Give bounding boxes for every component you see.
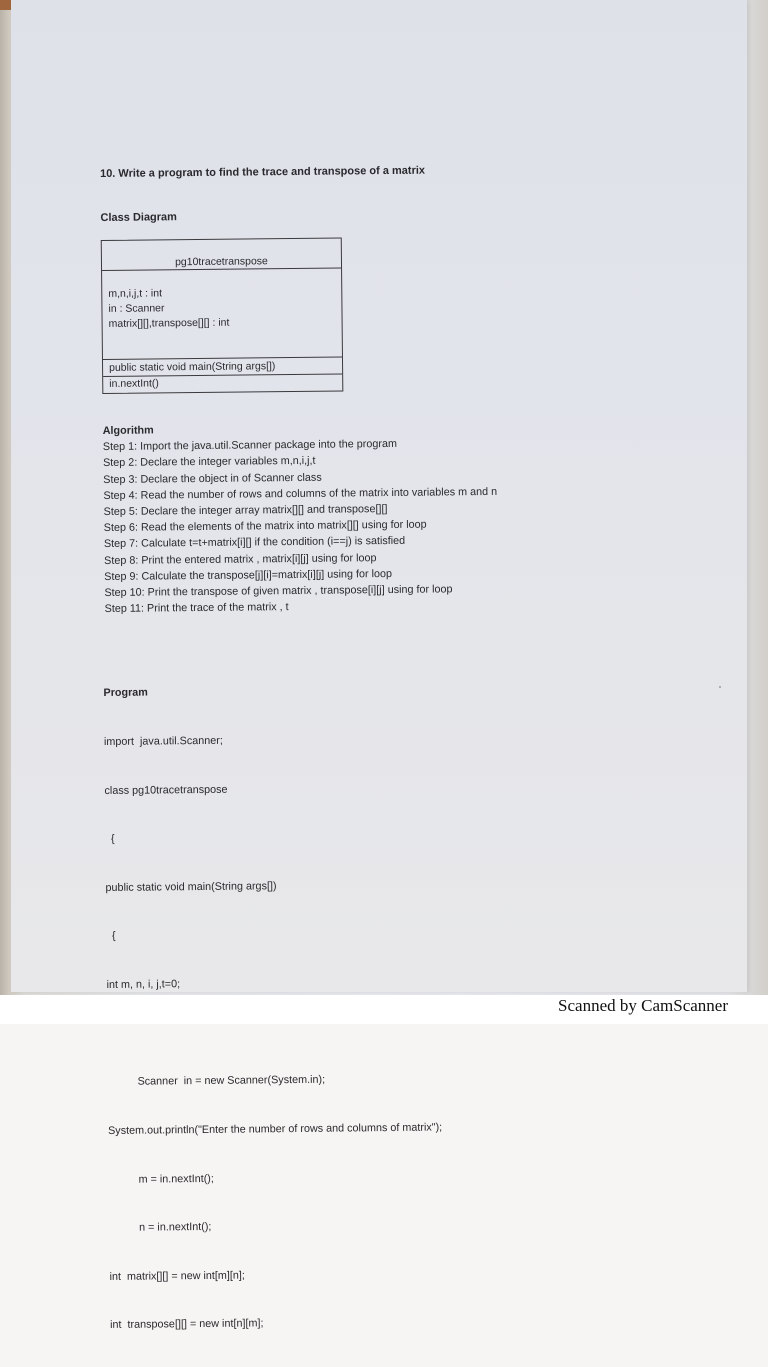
code-line: public static void main(String args[])	[105, 880, 277, 894]
code-line: int matrix[][] = new int[m][n];	[109, 1269, 245, 1283]
algorithm-section	[103, 419, 499, 618]
question-title: 10. Write a program to find the trace and transpose of a matrix	[99, 164, 426, 180]
algorithm-step: Step 2: Declare the integer variables m,n,i,j,t	[103, 455, 316, 470]
code-line: m = in.nextInt();	[108, 1172, 214, 1186]
algorithm-step: Step 1: Import the java.util.Scanner package into the program	[102, 438, 398, 454]
uml-attributes	[102, 268, 342, 359]
algorithm-step: Step 5: Declare the integer array matrix[][] and transpose[][]	[103, 503, 388, 518]
uml-class-name-text: pg10tracetranspose	[174, 255, 268, 269]
algorithm-step: Step 9: Calculate the transpose[j][i]=matrix[i][j] using for loop	[104, 567, 393, 583]
footer-bar	[0, 995, 768, 1024]
uml-class-box	[101, 237, 344, 394]
code-line: int transpose[][] = new int[n][m];	[110, 1317, 264, 1332]
algorithm-step: Step 10: Print the transpose of given matrix , transpose[i][j] using for loop	[104, 583, 453, 600]
algorithm-step: Step 3: Declare the object in of Scanner class	[103, 471, 322, 486]
class-diagram-heading: Class Diagram	[100, 211, 177, 224]
uml-attribute: in : Scanner	[108, 302, 165, 315]
code-line: class pg10tracetranspose	[104, 783, 228, 797]
algorithm-step: Step 11: Print the trace of the matrix , t	[104, 601, 289, 616]
uml-method: public static void main(String args[])	[103, 358, 342, 377]
uml-methods	[103, 357, 342, 393]
program-heading: Program	[103, 686, 148, 700]
code-line	[107, 1022, 441, 1042]
code-line: n = in.nextInt();	[109, 1221, 212, 1235]
algorithm-step: Step 7: Calculate t=t+matrix[i][] if the condition (i==j) is satisfied	[103, 535, 406, 551]
algorithm-heading: Algorithm	[102, 424, 154, 437]
algorithm-step: Step 4: Read the number of rows and columns of the matrix into variables m and n	[103, 485, 498, 502]
camscanner-watermark: Scanned by CamScanner	[558, 996, 728, 1015]
algorithm-step: Step 6: Read the elements of the matrix into matrix[][] using for loop	[103, 518, 427, 535]
uml-method: in.nextInt()	[109, 377, 159, 390]
algorithm-step: Step 8: Print the entered matrix , matrix[i][j] using for loop	[104, 551, 377, 567]
code-line: {	[104, 833, 115, 846]
code-line: import java.util.Scanner;	[103, 734, 223, 749]
uml-attribute: matrix[][],transpose[][] : int	[108, 316, 230, 330]
code-line: {	[105, 930, 116, 943]
code-line: System.out.println("Enter the number of rows and columns of matrix");	[107, 1121, 443, 1137]
code-line: Scanner in = new Scanner(System.in);	[107, 1073, 326, 1089]
uml-attribute: m,n,i,j,t : int	[108, 287, 163, 300]
uml-class-name	[102, 238, 341, 271]
code-line: int m, n, i, j,t=0;	[106, 978, 181, 992]
